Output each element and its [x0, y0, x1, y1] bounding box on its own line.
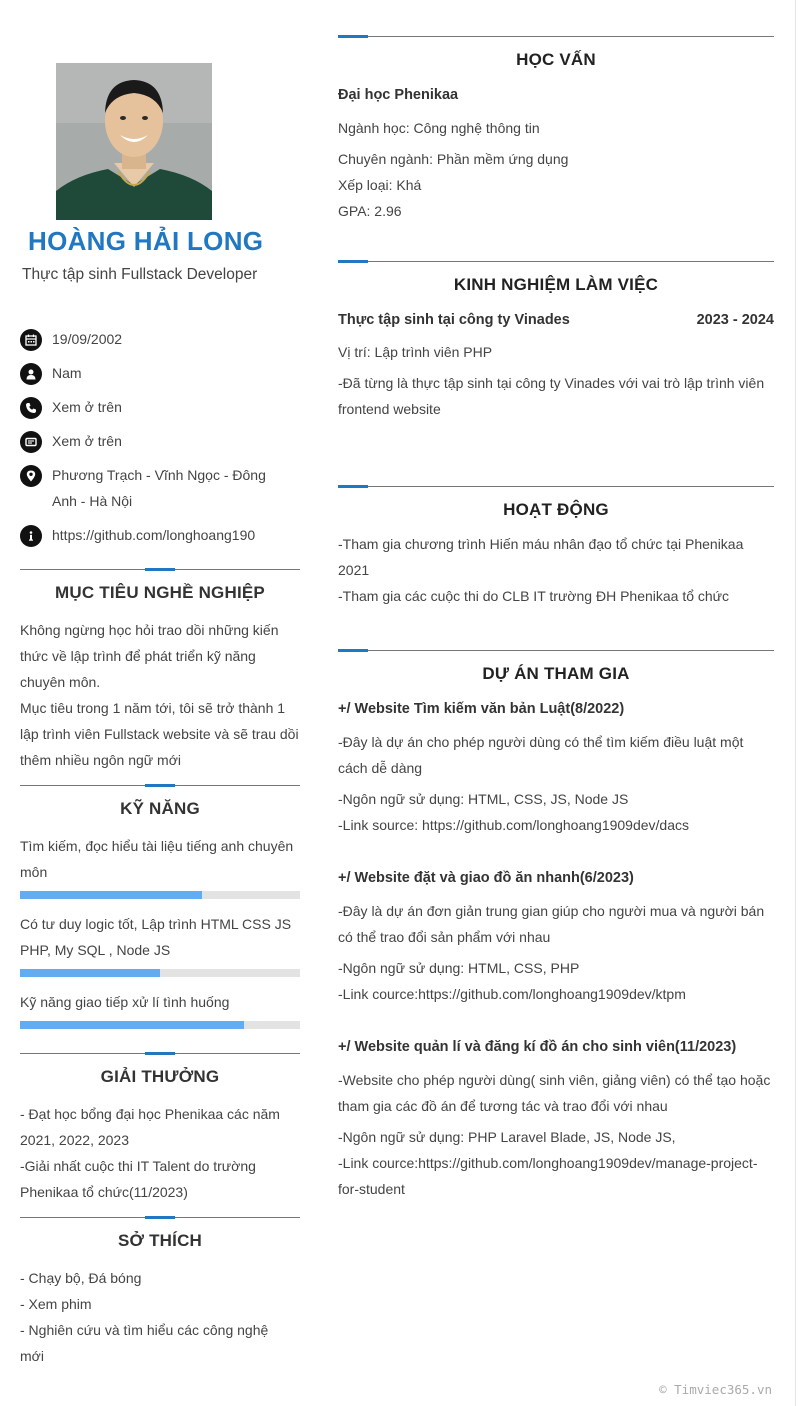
skills-section — [20, 785, 300, 1041]
contact-birthday — [20, 326, 300, 352]
section-accent — [145, 1052, 175, 1055]
section-title: DỰ ÁN THAM GIA — [482, 664, 630, 683]
project-name: +/ Website đặt và giao đồ ăn nhanh(6/2023) — [338, 870, 634, 886]
email-icon — [20, 431, 42, 453]
project-link: -Link cource:https://github.com/longhoang1909dev/manage-project-for-student — [338, 1155, 758, 1197]
job-title: Thực tập sinh Fullstack Developer — [22, 266, 258, 283]
hobby-item: - Xem phim — [20, 1296, 92, 1312]
section-header — [20, 569, 300, 613]
projects-section — [338, 650, 774, 1202]
location-pin-icon — [20, 465, 42, 487]
section-header — [20, 785, 300, 829]
project-languages: -Ngôn ngữ sử dụng: HTML, CSS, PHP — [338, 960, 580, 976]
experience-section — [338, 261, 774, 422]
section-title: SỞ THÍCH — [117, 1231, 203, 1250]
education-detail: GPA: 2.96 — [338, 203, 402, 219]
page-edge — [795, 0, 796, 1406]
section-accent — [338, 649, 368, 652]
section-accent — [338, 260, 368, 263]
project-name: +/ Website quản lí và đăng kí đồ án cho sinh viên(11/2023) — [338, 1039, 737, 1055]
phone-icon — [20, 397, 42, 419]
experience-description: -Đã từng là thực tập sinh tại công ty Vinades với vai trò lập trình viên frontend website — [338, 375, 765, 417]
experience-period: 2023 - 2024 — [696, 312, 774, 328]
section-title: MỤC TIÊU NGHỀ NGHIỆP — [55, 583, 265, 602]
project-description: -Đây là dự án đơn giản trung gian giúp cho người mua và người bán có thể trao đổi sản phẩm với nhau — [338, 903, 765, 945]
education-detail: Chuyên ngành: Phần mềm ứng dụng — [338, 151, 569, 167]
project-link: -Link cource:https://github.com/longhoang1909dev/ktpm — [338, 986, 686, 1002]
experience-header-row — [338, 307, 774, 333]
section-header — [338, 486, 774, 531]
skill-bar-fill — [20, 969, 160, 977]
award-item: -Giải nhất cuộc thi IT Talent do trường Phenikaa tổ chức(11/2023) — [20, 1158, 256, 1200]
section-accent — [145, 568, 175, 571]
section-header — [338, 650, 774, 695]
skill-bar — [20, 1021, 300, 1029]
activity-item: -Tham gia chương trình Hiến máu nhân đạo tổ chức tại Phenikaa 2021 — [338, 536, 744, 578]
footer-watermark: © Timviec365.vn — [659, 1382, 772, 1397]
award-item: - Đạt học bổng đại học Phenikaa các năm 2021, 2022, 2023 — [20, 1106, 280, 1148]
contact-website — [20, 522, 300, 548]
education-detail: Ngành học: Công nghệ thông tin — [338, 120, 540, 136]
experience-role: Thực tập sinh tại công ty Vinades — [338, 312, 570, 328]
project-name: +/ Website Tìm kiếm văn bản Luật(8/2022) — [338, 701, 625, 717]
skill-bar-fill — [20, 1021, 244, 1029]
career-goal-section — [20, 569, 300, 773]
profile-photo — [56, 63, 212, 220]
section-accent — [145, 1216, 175, 1219]
hobby-item: - Nghiên cứu và tìm hiểu các công nghệ mới — [20, 1322, 269, 1364]
hobby-item: - Chạy bộ, Đá bóng — [20, 1270, 142, 1286]
section-title: KỸ NĂNG — [120, 799, 200, 818]
project-item — [338, 696, 774, 838]
skill-label: Có tư duy logic tốt, Lập trình HTML CSS JS PHP, My SQL , Node JS — [20, 916, 292, 958]
awards-section — [20, 1053, 300, 1205]
education-detail: Xếp loại: Khá — [338, 177, 422, 193]
project-item — [338, 1034, 774, 1202]
skill-label: Kỹ năng giao tiếp xử lí tình huống — [20, 994, 230, 1010]
contact-text: Xem ở trên — [52, 433, 122, 449]
project-languages: -Ngôn ngữ sử dụng: PHP Laravel Blade, JS, Node JS, — [338, 1129, 676, 1145]
hobbies-section — [20, 1217, 300, 1369]
contact-phone — [20, 394, 300, 420]
project-link: -Link source: https://github.com/longhoang1909dev/dacs — [338, 817, 690, 833]
project-languages: -Ngôn ngữ sử dụng: HTML, CSS, JS, Node JS — [338, 791, 629, 807]
section-accent — [338, 485, 368, 488]
contact-gender — [20, 360, 300, 386]
info-icon — [20, 525, 42, 547]
section-title: HOẠT ĐỘNG — [503, 500, 609, 519]
contact-text: Xem ở trên — [52, 399, 122, 415]
career-goal-paragraph: Mục tiêu trong 1 năm tới, tôi sẽ trở thành 1 lập trình viên Fullstack website và sẽ trau dồi thêm nhiều ngôn ngữ mới — [20, 700, 299, 768]
section-title: GIẢI THƯỞNG — [100, 1067, 220, 1086]
career-goal-paragraph: Không ngừng học hỏi trao dồi những kiến thức về lập trình để phát triển kỹ năng chuyên môn. — [20, 622, 279, 690]
contact-text: 19/09/2002 — [52, 331, 123, 347]
project-item — [338, 865, 774, 1007]
skill-label: Tìm kiếm, đọc hiểu tài liệu tiếng anh chuyên môn — [20, 838, 294, 880]
section-header — [338, 36, 774, 81]
skill-bar — [20, 891, 300, 899]
activities-section — [338, 486, 774, 609]
candidate-name: HOÀNG HẢI LONG — [28, 226, 264, 256]
contact-info-list — [20, 326, 300, 556]
section-header — [20, 1053, 300, 1097]
skill-bar — [20, 969, 300, 977]
calendar-icon — [20, 329, 42, 351]
section-title: HỌC VẤN — [516, 50, 596, 69]
github-link[interactable]: https://github.com/longhoang190 — [52, 527, 256, 543]
section-accent — [338, 35, 368, 38]
experience-position: Vị trí: Lập trình viên PHP — [338, 344, 493, 360]
education-section — [338, 36, 774, 224]
school-name: Đại học Phenikaa — [338, 87, 459, 103]
section-header — [338, 261, 774, 306]
activity-item: -Tham gia các cuộc thi do CLB IT trường ĐH Phenikaa tổ chức — [338, 588, 730, 604]
section-accent — [145, 784, 175, 787]
contact-text: Nam — [52, 365, 82, 381]
contact-address — [20, 462, 300, 514]
person-icon — [20, 363, 42, 385]
project-description: -Website cho phép người dùng( sinh viên, giảng viên) có thể tạo hoặc tham gia các đồ án để tương tác và trao đổi với nhau — [338, 1072, 771, 1114]
contact-email — [20, 428, 300, 454]
profile-photo-illustration — [56, 63, 212, 220]
skill-bar-fill — [20, 891, 202, 899]
section-header — [20, 1217, 300, 1261]
contact-text: Phương Trạch - Vĩnh Ngọc - Đông Anh - Hà Nội — [52, 467, 266, 509]
section-title: KINH NGHIỆM LÀM VIỆC — [453, 275, 659, 294]
project-description: -Đây là dự án cho phép người dùng có thể tìm kiếm điều luật một cách dễ dàng — [338, 734, 744, 776]
